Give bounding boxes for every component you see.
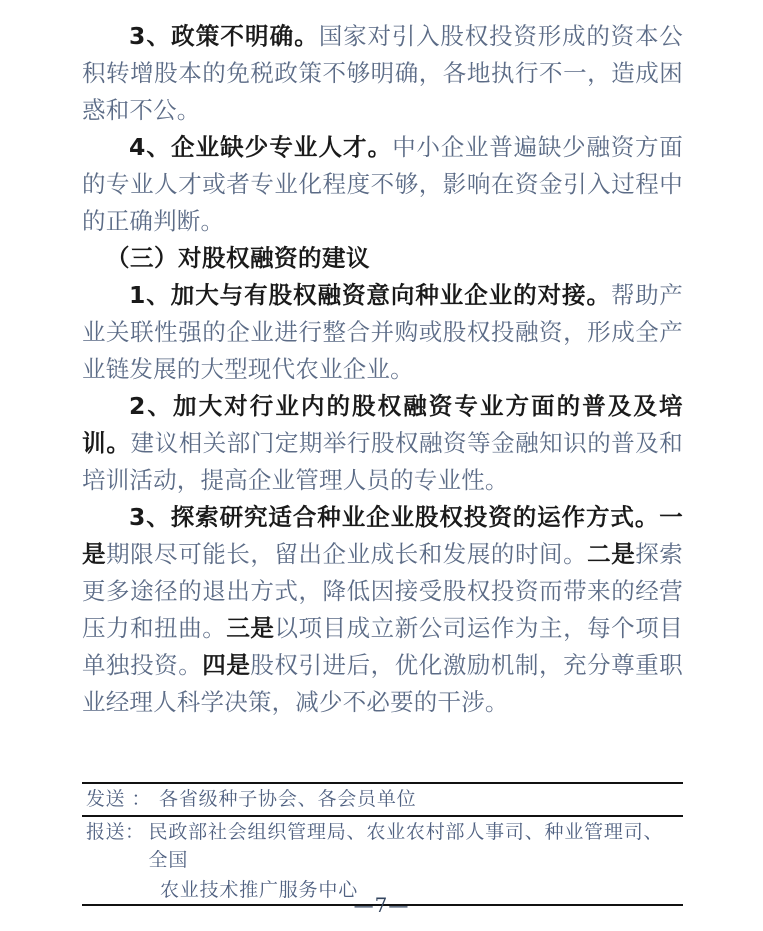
page-number: —7— [353,893,410,917]
sub-text-three: 以项目成立新公司运作为主，每个项目单独投资。 [82,614,683,679]
sub-marker-one: 一是 [82,503,683,568]
paragraph-text: 国家对引入股权投资形成的资本公积转增股本的免税政策不够明确，各地执行不一，造成困惑和不公。 [82,22,683,124]
sub-marker-four: 四是 [202,651,251,679]
sub-marker-three: 三是 [226,614,275,642]
paragraph-item-3 [82,18,683,129]
paragraph-text: 建议相关部门定期举行股权融资等金融知识的普及和培训活动，提高企业管理人员的专业性。 [82,429,684,494]
distribution-footer [82,782,683,906]
paragraph-item-4 [82,129,683,240]
paragraph-lead: 3、政策不明确。 [129,22,319,50]
paragraph-lead: 1、加大与有股权融资意向种业企业的对接。 [129,281,611,309]
paragraph-suggestion-2 [82,388,683,499]
footer-row-report [82,817,683,876]
report-label: 报送： [86,821,145,843]
send-label: 发送 ： [86,788,152,810]
paragraph-suggestion-3 [82,499,683,721]
document-body [82,18,683,721]
sub-text-two: 探索更多途径的退出方式，降低因接受股权投资而带来的经营压力和扭曲。 [82,540,684,642]
footer-row-send [82,784,683,815]
paragraph-text: 帮助产业关联性强的企业进行整合并购或股权投融资，形成全产业链发展的大型现代农业企业。 [82,281,683,383]
sub-text-one: 期限尽可能长，留出企业成长和发展的时间。 [106,540,588,568]
paragraph-lead: 2、加大对行业内的股权融资专业方面的普及及培训。 [82,392,683,457]
paragraph-text: 中小企业普遍缺少融资方面的专业人才或者专业化程度不够，影响在资金引入过程中的正确判断。 [82,133,683,235]
section-heading-three: （三）对股权融资的建议 [106,244,370,272]
sub-text-four: 股权引进后，优化激励机制，充分尊重职业经理人科学决策，减少不必要的干涉。 [82,651,683,716]
report-value: 民政部社会组织管理局、农业农村部人事司、种业管理司、全国 [148,821,664,871]
paragraph-lead: 4、企业缺少专业人才。 [129,133,393,161]
send-value: 各省级种子协会、各会员单位 [159,788,417,810]
sub-marker-two: 二是 [587,540,636,568]
report-value-continuation: 农业技术推广服务中心 [160,879,359,901]
paragraph-lead: 3、探索研究适合种业企业股权投资的运作方式。 [129,503,660,531]
paragraph-suggestion-1 [82,277,683,388]
